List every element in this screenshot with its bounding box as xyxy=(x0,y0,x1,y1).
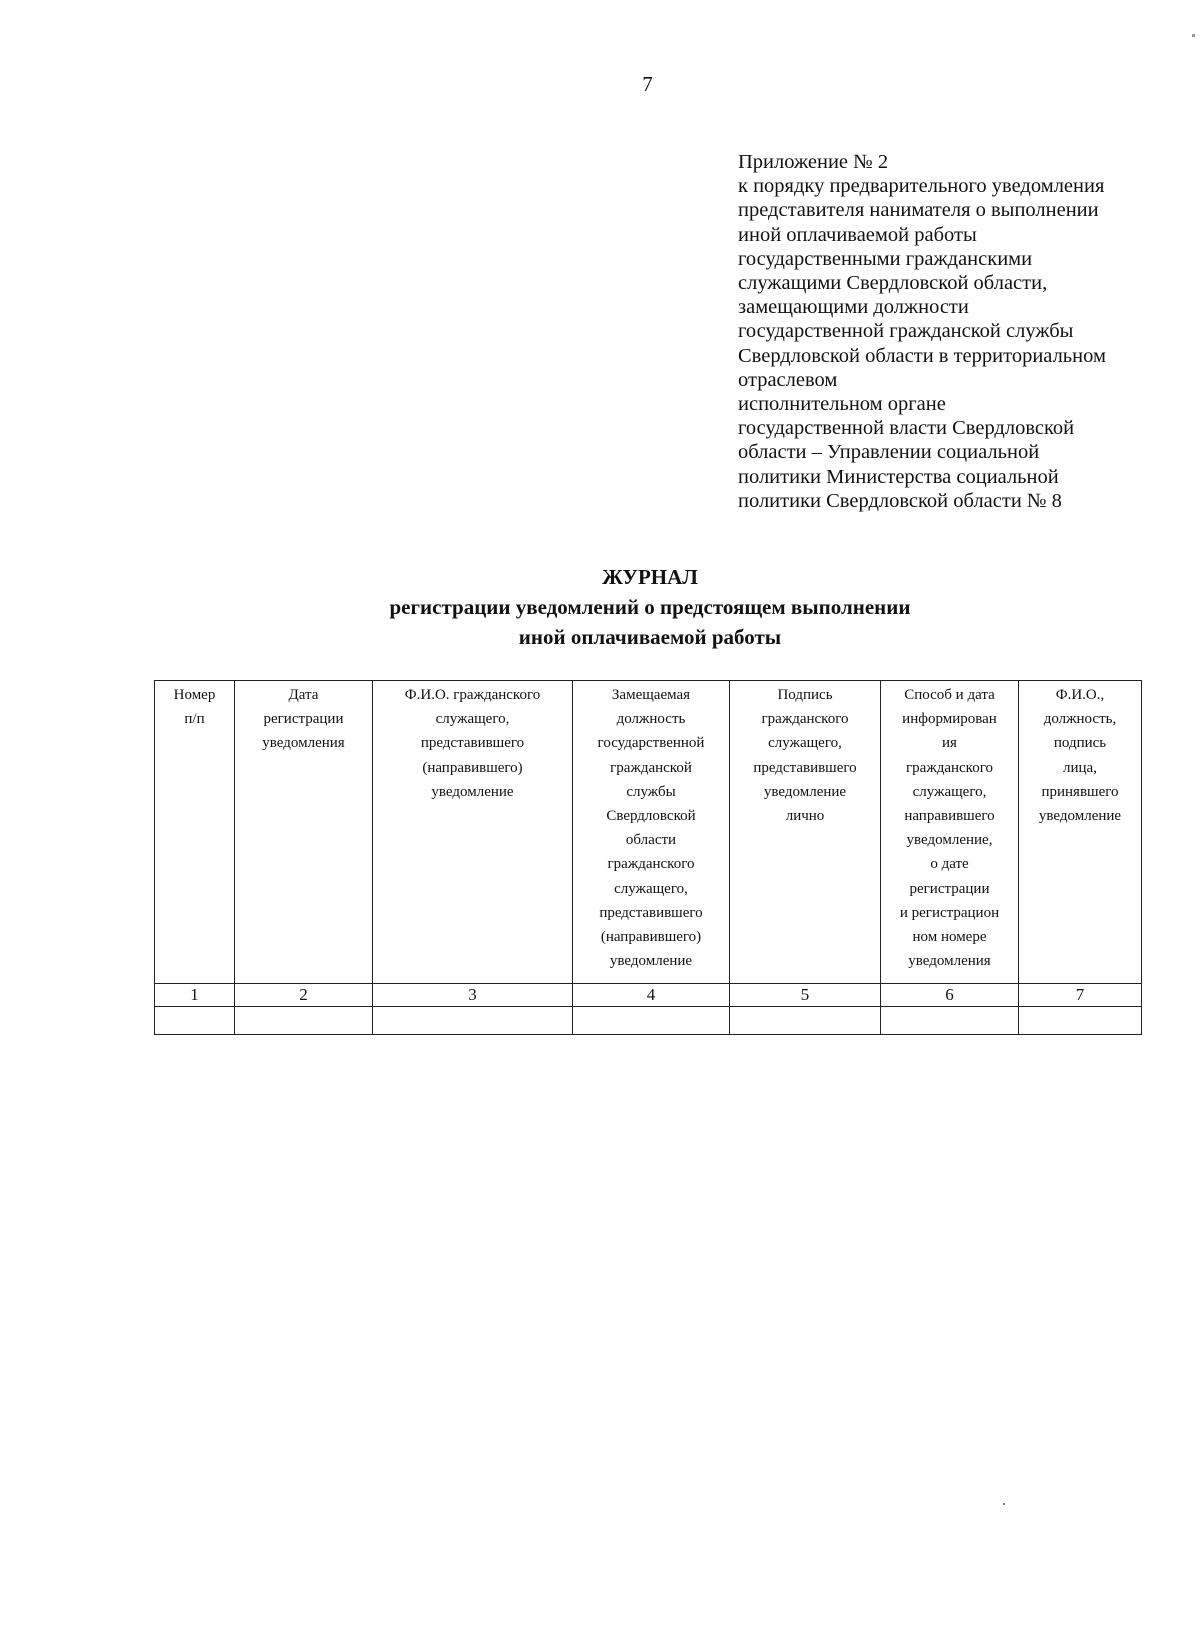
scan-speck xyxy=(1003,1503,1005,1505)
table-cell xyxy=(730,1007,881,1035)
column-number-cell: 2 xyxy=(235,984,373,1007)
column-header-line: Подпись xyxy=(777,687,833,703)
column-header-line: Ф.И.О., xyxy=(1055,687,1105,703)
table-cell xyxy=(573,1007,730,1035)
appendix-line: области – Управлении социальной xyxy=(738,441,1040,464)
appendix-line: политики Свердловской области № 8 xyxy=(738,489,1062,512)
column-header xyxy=(373,681,573,984)
register-table xyxy=(154,680,1142,1035)
table-cell xyxy=(373,1007,573,1035)
column-number-cell: 4 xyxy=(573,984,730,1007)
journal-subtitle-line-2: иной оплачиваемой работы xyxy=(518,625,782,649)
column-header-line: уведомления xyxy=(908,953,991,970)
column-header-line: Номер xyxy=(173,687,216,703)
column-header-line: лица, xyxy=(1063,759,1097,776)
column-header-line: уведомление xyxy=(763,783,847,800)
column-header-line: уведомление xyxy=(609,953,693,970)
column-header-line: служащего, xyxy=(768,735,842,752)
column-header-line: Дата xyxy=(288,687,319,703)
table-cell xyxy=(235,1007,373,1035)
column-header-line: должность xyxy=(616,711,686,728)
journal-title: ЖУРНАЛ xyxy=(602,565,698,589)
column-header-line: принявшего xyxy=(1041,783,1119,800)
column-header-line: служащего, xyxy=(614,880,688,897)
journal-subtitle-line-1: регистрации уведомлений о предстоящем выполнении xyxy=(389,595,911,619)
appendix-line: политики Министерства социальной xyxy=(738,465,1059,488)
appendix-line: иной оплачиваемой работы xyxy=(738,223,977,246)
column-header-line: Способ и дата xyxy=(904,687,995,703)
appendix-line: Приложение № 2 xyxy=(738,151,889,173)
column-header-line: направившего xyxy=(904,808,995,825)
page-number: 7 xyxy=(642,72,653,96)
appendix-line: государственной власти Свердловской xyxy=(738,417,1075,440)
column-header-line: подпись xyxy=(1053,735,1107,752)
appendix-line: представителя нанимателя о выполнении xyxy=(738,199,1099,222)
appendix-line: служащими Свердловской области, xyxy=(738,272,1048,295)
appendix-line: государственной гражданской службы xyxy=(738,320,1074,343)
table-cell xyxy=(155,1007,235,1035)
column-number-cell: 1 xyxy=(155,984,235,1007)
appendix-line: государственными гражданскими xyxy=(738,247,1033,270)
column-header-line: и регистрацион xyxy=(899,904,1000,921)
column-header-line: Свердловской xyxy=(606,808,696,825)
column-header-line: государственной xyxy=(597,735,705,752)
column-header xyxy=(881,681,1019,984)
column-header-line: Замещаемая xyxy=(611,687,691,703)
column-header-line: служащего, xyxy=(435,711,510,728)
appendix-line: замещающими должности xyxy=(738,296,969,319)
appendix-line: исполнительном органе xyxy=(738,393,946,416)
column-header-line: гражданского xyxy=(906,759,993,776)
column-header-line: уведомление, xyxy=(906,832,993,849)
table-cell xyxy=(1019,1007,1142,1035)
column-header-line: уведомление xyxy=(1038,808,1122,825)
column-header-line: области xyxy=(625,832,677,849)
column-number-row xyxy=(155,984,1142,1007)
table-cell xyxy=(881,1007,1019,1035)
appendix-line: Свердловской области в территориальном xyxy=(738,344,1106,367)
column-header-line: уведомления xyxy=(262,735,345,752)
column-header-line: (направившего) xyxy=(600,929,702,946)
column-header-line: представившего xyxy=(420,735,525,752)
column-header xyxy=(1019,681,1142,984)
journal-heading xyxy=(150,562,1150,652)
column-header-line: п/п xyxy=(184,711,205,728)
column-header-line: лично xyxy=(785,808,825,825)
table-row xyxy=(155,1007,1142,1035)
column-header-line: ия xyxy=(942,735,957,752)
column-header xyxy=(573,681,730,984)
column-number-cell: 5 xyxy=(730,984,881,1007)
column-number-cell: 3 xyxy=(373,984,573,1007)
column-header-line: о дате xyxy=(930,856,969,873)
scan-speck xyxy=(1192,34,1195,37)
appendix-line: к порядку предварительного уведомления xyxy=(738,175,1105,198)
column-number-cell: 7 xyxy=(1019,984,1142,1007)
column-header-line: гражданского xyxy=(761,711,849,728)
column-header-line: информирован xyxy=(902,711,997,728)
column-header xyxy=(235,681,373,984)
appendix-note xyxy=(738,150,1178,513)
column-header xyxy=(155,681,235,984)
column-header xyxy=(730,681,881,984)
column-header-line: службы xyxy=(626,783,676,800)
appendix-line: отраслевом xyxy=(738,368,838,391)
column-header-line: гражданского xyxy=(607,856,695,873)
column-header-line: представившего xyxy=(599,904,703,921)
column-number-cell: 6 xyxy=(881,984,1019,1007)
column-header-line: уведомление xyxy=(431,783,514,800)
column-header-line: Ф.И.О. гражданского xyxy=(404,687,541,703)
table-header-row xyxy=(155,681,1142,984)
column-header-line: регистрации xyxy=(909,880,990,897)
column-header-line: (направившего) xyxy=(422,759,523,776)
column-header-line: регистрации xyxy=(263,711,344,728)
column-header-line: должность, xyxy=(1043,711,1117,728)
column-header-line: служащего, xyxy=(912,783,987,800)
column-header-line: ном номере xyxy=(912,929,987,946)
column-header-line: представившего xyxy=(753,759,857,776)
column-header-line: гражданской xyxy=(610,759,692,776)
